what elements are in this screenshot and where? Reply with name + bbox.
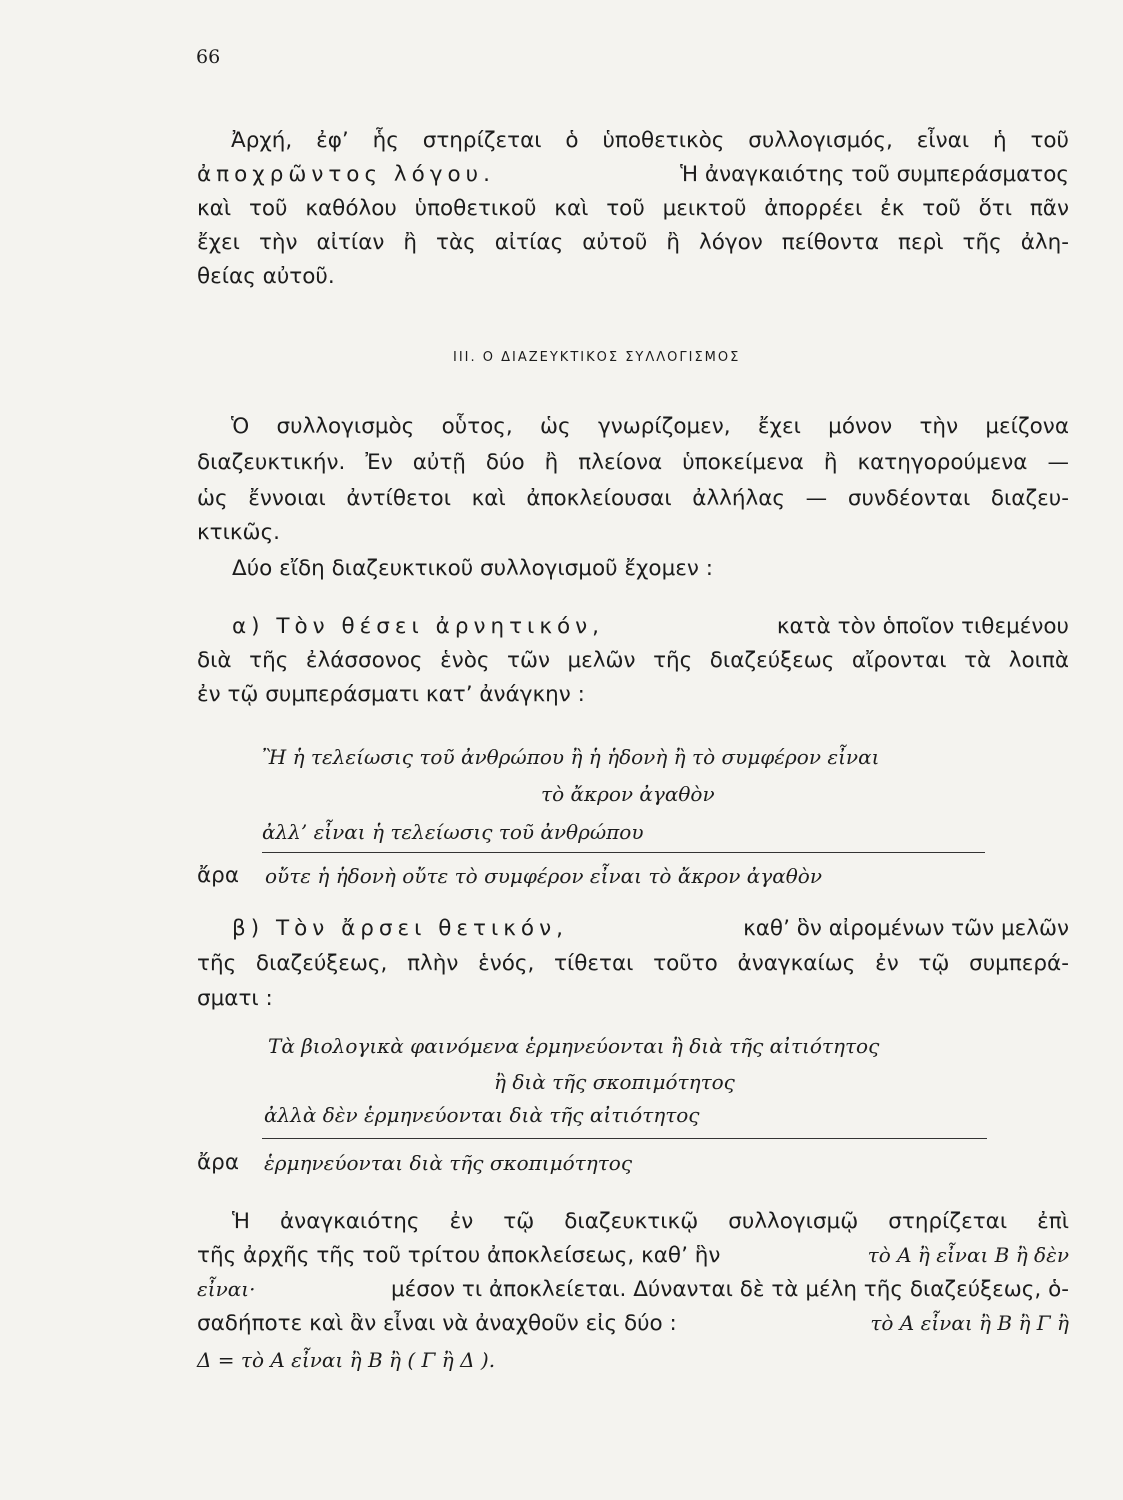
page-number: 66 <box>196 46 221 68</box>
paragraph-5-line-1 <box>232 918 1069 940</box>
paragraph-1-line-4: ἔχει τὴν αἰτίαν ἢ τὰς αἰτίας αὐτοῦ ἢ λόγον πείθοντα περὶ τῆς ἀλη- <box>197 230 1069 255</box>
paragraph-5-line-1-rest: καθ’ ὃν αἰρομένων τῶν μελῶν <box>743 916 1069 941</box>
example-2-conclusion: ἑρμηνεύονται διὰ τῆς σκοπιμότητος <box>264 1151 633 1175</box>
paragraph-1-line-3: καὶ τοῦ καθόλου ὑποθετικοῦ καὶ τοῦ μεικτοῦ ἀπορρέει ἐκ τοῦ ὅτι πᾶν <box>197 196 1069 221</box>
paragraph-2-line-4: κτικῶς. <box>197 520 281 545</box>
spaced-emphasis: β) Τὸν ἄρσει θετικόν, <box>232 916 568 941</box>
paragraph-4-line-1 <box>232 616 1069 638</box>
example-1-major-premise-line-2: τὸ ἄκρον ἀγαθὸν <box>541 782 715 806</box>
syllogism-rule-1 <box>262 852 985 853</box>
formula-equivalence: Δ = τὸ Α εἶναι ἢ Β ἢ ( Γ ἢ Δ ). <box>197 1348 496 1372</box>
paragraph-6-line-3-text: μέσον τι ἀποκλείεται. Δύνανται δὲ τὰ μέλη τῆς διαζεύξεως, ὁ- <box>390 1277 1069 1302</box>
paragraph-1-line-2-rest: Ἡ ἀναγκαιότης τοῦ συμπεράσματος <box>680 162 1069 187</box>
paragraph-6-line-4 <box>197 1313 1069 1335</box>
paragraph-1-line-5: θείας αὐτοῦ. <box>197 264 335 289</box>
formula-a-b-c-d: τὸ Α εἶναι ἢ Β ἢ Γ ἢ <box>870 1311 1069 1335</box>
syllogism-rule-2 <box>262 1138 987 1139</box>
paragraph-5-line-2: τῆς διαζεύξεως, πλὴν ἑνός, τίθεται τοῦτο ἀναγκαίως ἐν τῷ συμπερά- <box>197 951 1069 976</box>
example-1-ara: ἄρα <box>197 863 239 888</box>
paragraph-6-line-3 <box>197 1279 1069 1301</box>
paragraph-1-line-1: Ἀρχή, ἐφ’ ἧς στηρίζεται ὁ ὑποθετικὸς συλλογισμός, εἶναι ἡ τοῦ <box>231 128 1069 153</box>
example-2-major-premise-line-2: ἢ διὰ τῆς σκοπιμότητος <box>494 1070 735 1094</box>
formula-einai: εἶναι· <box>197 1277 256 1301</box>
section-heading: III. Ο ΔΙΑΖΕΥΚΤΙΚΟΣ ΣΥΛΛΟΓΙΣΜΟΣ <box>453 350 741 365</box>
example-1-major-premise-line-1: Ἢ ἡ τελείωσις τοῦ ἀνθρώπου ἢ ἡ ἡδονὴ ἢ τὸ συμφέρον εἶναι <box>262 745 880 769</box>
formula-a-or-b: τὸ Α ἢ εἶναι Β ἢ δὲν <box>867 1243 1069 1267</box>
example-1-conclusion: οὔτε ἡ ἡδονὴ οὔτε τὸ συμφέρον εἶναι τὸ ἄκρον ἀγαθὸν <box>265 864 822 888</box>
spaced-emphasis: ἀποχρῶντος λόγου. <box>197 162 495 187</box>
example-1-minor-premise: ἀλλ’ εἶναι ἡ τελείωσις τοῦ ἀνθρώπου <box>262 820 644 844</box>
paragraph-5-line-3: σματι : <box>197 986 273 1011</box>
example-2-major-premise-line-1: Τὰ βιολογικὰ φαινόμενα ἑρμηνεύονται ἢ διὰ τῆς αἰτιότητος <box>268 1034 880 1058</box>
spaced-emphasis: α) Τὸν θέσει ἀρνητικόν, <box>232 614 605 639</box>
paragraph-6-line-2-text: τῆς ἀρχῆς τῆς τοῦ τρίτου ἀποκλείσεως, καθ’ ἣν <box>197 1243 721 1268</box>
paragraph-2-line-2: διαζευκτικήν. Ἐν αὐτῇ δύο ἢ πλείονα ὑποκείμενα ἢ κατηγορούμενα — <box>197 450 1069 475</box>
paragraph-1-line-2 <box>197 164 1069 186</box>
paragraph-6-line-2 <box>197 1245 1069 1267</box>
paragraph-2-line-1: Ὁ συλλογισμὸς οὗτος, ὡς γνωρίζομεν, ἔχει μόνον τὴν μείζονα <box>231 414 1069 439</box>
paragraph-6-line-4-text: σαδήποτε καὶ ἂν εἶναι νὰ ἀναχθοῦν εἰς δύο : <box>197 1311 677 1336</box>
paragraph-3: Δύο εἴδη διαζευκτικοῦ συλλογισμοῦ ἔχομεν : <box>232 556 713 581</box>
paragraph-6-line-1: Ἡ ἀναγκαιότης ἐν τῷ διαζευκτικῷ συλλογισμῷ στηρίζεται ἐπὶ <box>232 1209 1069 1234</box>
paragraph-2-line-3: ὡς ἔννοιαι ἀντίθετοι καὶ ἀποκλείουσαι ἀλλήλας — συνδέονται διαζευ- <box>197 486 1069 511</box>
paragraph-4-line-2: διὰ τῆς ἐλάσσονος ἑνὸς τῶν μελῶν τῆς διαζεύξεως αἴρονται τὰ λοιπὰ <box>197 648 1069 673</box>
paragraph-4-line-3: ἐν τῷ συμπεράσματι κατ’ ἀνάγκην : <box>197 682 585 707</box>
paragraph-4-line-1-rest: κατὰ τὸν ὁποῖον τιθεμένου <box>776 614 1069 639</box>
example-2-ara: ἄρα <box>197 1150 239 1175</box>
example-2-minor-premise: ἀλλὰ δὲν ἑρμηνεύονται διὰ τῆς αἰτιότητος <box>264 1103 700 1127</box>
